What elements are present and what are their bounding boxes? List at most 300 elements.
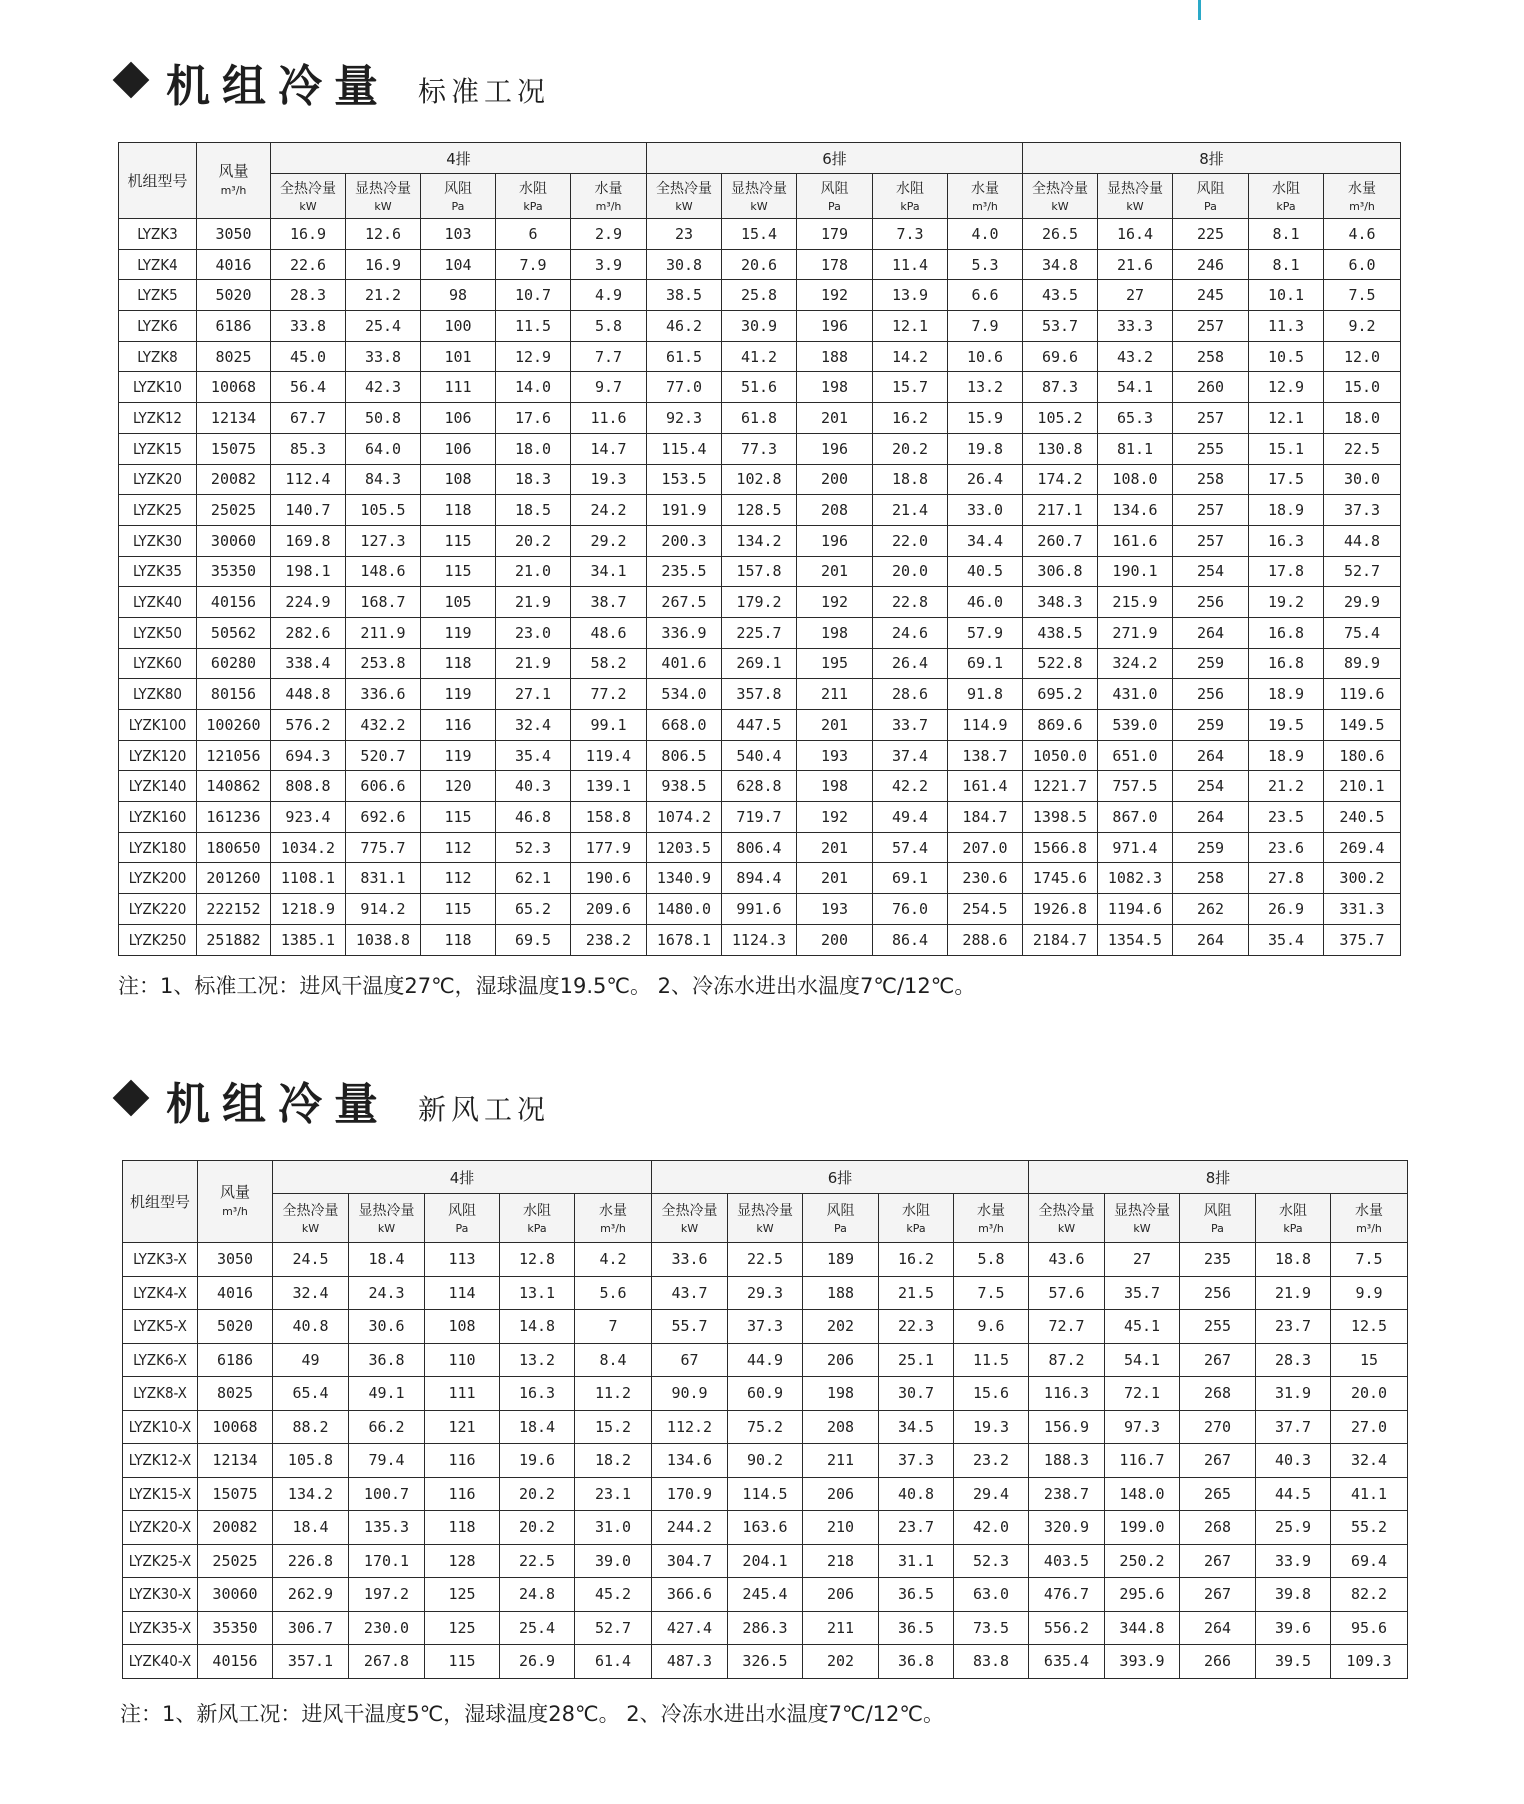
value-cell: 76.0 [873, 894, 948, 925]
value-cell: 9.7 [571, 372, 647, 403]
value-cell: 218 [803, 1544, 879, 1578]
section-title-sub: 标准工况 [418, 75, 551, 108]
value-cell: 39.0 [575, 1544, 652, 1578]
value-cell: 111 [425, 1377, 500, 1411]
header-column-unit: kW [1133, 1221, 1151, 1235]
model-cell: LYZK15-X [123, 1477, 198, 1511]
value-cell: 520.7 [346, 740, 421, 771]
value-cell: 201 [797, 403, 873, 434]
value-cell: 43.2 [1098, 341, 1173, 372]
value-cell: 23.7 [879, 1511, 954, 1545]
value-cell: 257 [1173, 525, 1249, 556]
value-cell: 10.1 [1249, 280, 1324, 311]
value-cell: 539.0 [1098, 710, 1173, 741]
value-cell: 11.3 [1249, 311, 1324, 342]
value-cell: 55.7 [652, 1310, 728, 1344]
value-cell: 73.5 [954, 1611, 1029, 1645]
value-cell: 23.1 [575, 1477, 652, 1511]
value-cell: 192 [797, 802, 873, 833]
value-cell: 245.4 [728, 1578, 803, 1612]
value-cell: 88.2 [273, 1410, 349, 1444]
value-cell: 148.6 [346, 556, 421, 587]
value-cell: 320.9 [1029, 1511, 1105, 1545]
header-group: 6排 [647, 143, 1023, 174]
value-cell: 102.8 [722, 464, 797, 495]
value-cell: 95.6 [1331, 1611, 1408, 1645]
value-cell: 938.5 [647, 771, 722, 802]
value-cell: 180.6 [1324, 740, 1401, 771]
value-cell: 26.9 [1249, 894, 1324, 925]
value-cell: 207.0 [948, 832, 1023, 863]
value-cell: 106 [421, 433, 496, 464]
value-cell: 256 [1173, 679, 1249, 710]
value-cell: 119.4 [571, 740, 647, 771]
value-cell: 17.8 [1249, 556, 1324, 587]
value-cell: 72.1 [1105, 1377, 1180, 1411]
value-cell: 22.5 [728, 1243, 803, 1277]
value-cell: 178 [797, 249, 873, 280]
value-cell: 108.0 [1098, 464, 1173, 495]
value-cell: 226.8 [273, 1544, 349, 1578]
value-cell: 21.9 [496, 587, 571, 618]
value-cell: 114.9 [948, 710, 1023, 741]
value-cell: 288.6 [948, 924, 1023, 955]
value-cell: 13.2 [948, 372, 1023, 403]
value-cell: 28.3 [271, 280, 346, 311]
value-cell: 31.0 [575, 1511, 652, 1545]
value-cell: 534.0 [647, 679, 722, 710]
value-cell: 179.2 [722, 587, 797, 618]
value-cell: 198.1 [271, 556, 346, 587]
header-column-unit: kPa [900, 199, 920, 213]
value-cell: 118 [421, 648, 496, 679]
model-cell: LYZK25 [119, 495, 197, 526]
value-cell: 4.9 [571, 280, 647, 311]
header-column [1324, 174, 1401, 219]
value-cell: 196 [797, 433, 873, 464]
value-cell: 202 [803, 1645, 879, 1679]
value-cell: 18.4 [349, 1243, 425, 1277]
value-cell: 16.2 [873, 403, 948, 434]
header-column-label: 显热冷量 [731, 180, 787, 197]
value-cell: 15075 [197, 433, 271, 464]
value-cell: 522.8 [1023, 648, 1098, 679]
value-cell: 32.4 [496, 710, 571, 741]
value-cell: 1480.0 [647, 894, 722, 925]
header-column-unit: m³/h [1349, 199, 1375, 213]
value-cell: 170.1 [349, 1544, 425, 1578]
value-cell: 29.9 [1324, 587, 1401, 618]
value-cell: 40156 [198, 1645, 273, 1679]
header-column-unit: m³/h [600, 1221, 626, 1235]
header-column [1098, 174, 1173, 219]
value-cell: 52.7 [575, 1611, 652, 1645]
header-column-unit: kW [299, 199, 317, 213]
value-cell: 282.6 [271, 617, 346, 648]
value-cell: 357.1 [273, 1645, 349, 1679]
value-cell: 9.2 [1324, 311, 1401, 342]
value-cell: 10.5 [1249, 341, 1324, 372]
header-group: 8排 [1023, 143, 1401, 174]
header-airflow [197, 143, 271, 219]
diamond-bullet-icon [113, 62, 150, 99]
value-cell: 46.8 [496, 802, 571, 833]
value-cell: 27.0 [1331, 1410, 1408, 1444]
value-cell: 447.5 [722, 710, 797, 741]
model-cell: LYZK5-X [123, 1310, 198, 1344]
value-cell: 267.5 [647, 587, 722, 618]
header-column [271, 174, 346, 219]
value-cell: 230.6 [948, 863, 1023, 894]
value-cell: 82.2 [1331, 1578, 1408, 1612]
value-cell: 211 [803, 1444, 879, 1478]
value-cell: 16.3 [500, 1377, 575, 1411]
header-column [1023, 174, 1098, 219]
value-cell: 40156 [197, 587, 271, 618]
header-airflow [198, 1161, 273, 1243]
value-cell: 20.2 [500, 1477, 575, 1511]
model-cell: LYZK30 [119, 525, 197, 556]
header-column-unit: kW [675, 199, 693, 213]
value-cell: 20082 [198, 1511, 273, 1545]
value-cell: 211 [797, 679, 873, 710]
value-cell: 18.5 [496, 495, 571, 526]
value-cell: 22.3 [879, 1310, 954, 1344]
value-cell: 135.3 [349, 1511, 425, 1545]
table-row [123, 1343, 1408, 1377]
value-cell: 238.7 [1029, 1477, 1105, 1511]
model-cell: LYZK180 [119, 832, 197, 863]
value-cell: 112 [421, 832, 496, 863]
value-cell: 128 [425, 1544, 500, 1578]
value-cell: 12.9 [1249, 372, 1324, 403]
model-cell: LYZK35-X [123, 1611, 198, 1645]
header-column-label: 全热冷量 [661, 1202, 718, 1219]
value-cell: 5.8 [571, 311, 647, 342]
value-cell: 35.7 [1105, 1276, 1180, 1310]
value-cell: 21.0 [496, 556, 571, 587]
value-cell: 116.3 [1029, 1377, 1105, 1411]
value-cell: 119 [421, 679, 496, 710]
value-cell: 692.6 [346, 802, 421, 833]
value-cell: 15.1 [1249, 433, 1324, 464]
value-cell: 100.7 [349, 1477, 425, 1511]
value-cell: 268 [1180, 1511, 1256, 1545]
value-cell: 134.2 [273, 1477, 349, 1511]
table-row [123, 1611, 1408, 1645]
header-group: 4排 [271, 143, 647, 174]
model-cell: LYZK4 [119, 249, 197, 280]
value-cell: 14.0 [496, 372, 571, 403]
header-column-label: 显热冷量 [737, 1202, 793, 1219]
value-cell: 1221.7 [1023, 771, 1098, 802]
value-cell: 19.3 [954, 1410, 1029, 1444]
model-cell: LYZK8-X [123, 1377, 198, 1411]
model-cell: LYZK200 [119, 863, 197, 894]
value-cell: 192 [797, 280, 873, 311]
value-cell: 198 [797, 372, 873, 403]
value-cell: 45.0 [271, 341, 346, 372]
model-cell: LYZK80 [119, 679, 197, 710]
value-cell: 11.5 [496, 311, 571, 342]
value-cell: 251882 [197, 924, 271, 955]
header-group: 4排 [273, 1161, 652, 1194]
value-cell: 719.7 [722, 802, 797, 833]
value-cell: 11.2 [575, 1377, 652, 1411]
value-cell: 206 [803, 1477, 879, 1511]
header-column [1029, 1194, 1105, 1243]
value-cell: 8025 [197, 341, 271, 372]
header-group: 8排 [1029, 1161, 1408, 1194]
value-cell: 295.6 [1105, 1578, 1180, 1612]
value-cell: 161236 [197, 802, 271, 833]
value-cell: 914.2 [346, 894, 421, 925]
value-cell: 255 [1180, 1310, 1256, 1344]
value-cell: 112 [421, 863, 496, 894]
value-cell: 54.1 [1105, 1343, 1180, 1377]
value-cell: 23.5 [1249, 802, 1324, 833]
header-column-unit: Pa [834, 1221, 847, 1235]
value-cell: 192 [797, 587, 873, 618]
table-row [119, 832, 1401, 863]
value-cell: 105.2 [1023, 403, 1098, 434]
header-column-label: 水量 [977, 1202, 1005, 1219]
value-cell: 13.9 [873, 280, 948, 311]
value-cell: 168.7 [346, 587, 421, 618]
value-cell: 37.3 [1324, 495, 1401, 526]
header-airflow-label: 风量 [219, 1182, 250, 1201]
value-cell: 23 [647, 219, 722, 250]
table-row [123, 1377, 1408, 1411]
header-column [1180, 1194, 1256, 1243]
value-cell: 118 [421, 495, 496, 526]
value-cell: 2184.7 [1023, 924, 1098, 955]
model-cell: LYZK35 [119, 556, 197, 587]
table-row [123, 1243, 1408, 1277]
value-cell: 66.2 [349, 1410, 425, 1444]
model-cell: LYZK60 [119, 648, 197, 679]
value-cell: 259 [1173, 832, 1249, 863]
value-cell: 7.7 [571, 341, 647, 372]
value-cell: 83.8 [954, 1645, 1029, 1679]
value-cell: 255 [1173, 433, 1249, 464]
value-cell: 201260 [197, 863, 271, 894]
value-cell: 105 [421, 587, 496, 618]
header-column-label: 风阻 [444, 180, 472, 197]
value-cell: 257 [1173, 311, 1249, 342]
value-cell: 12.1 [873, 311, 948, 342]
value-cell: 8.4 [575, 1343, 652, 1377]
value-cell: 25.4 [346, 311, 421, 342]
value-cell: 200 [797, 924, 873, 955]
value-cell: 10068 [197, 372, 271, 403]
value-cell: 65.4 [273, 1377, 349, 1411]
value-cell: 200 [797, 464, 873, 495]
value-cell: 116 [425, 1477, 500, 1511]
value-cell: 215.9 [1098, 587, 1173, 618]
header-column-label: 水阻 [902, 1202, 930, 1219]
value-cell: 180650 [197, 832, 271, 863]
value-cell: 8.1 [1249, 219, 1324, 250]
value-cell: 37.4 [873, 740, 948, 771]
value-cell: 9.6 [954, 1310, 1029, 1344]
value-cell: 867.0 [1098, 802, 1173, 833]
value-cell: 184.7 [948, 802, 1023, 833]
value-cell: 125 [425, 1611, 500, 1645]
model-cell: LYZK8 [119, 341, 197, 372]
table-row [123, 1310, 1408, 1344]
header-column [273, 1194, 349, 1243]
value-cell: 198 [803, 1377, 879, 1411]
model-cell: LYZK10 [119, 372, 197, 403]
table-row [123, 1477, 1408, 1511]
header-column-label: 显热冷量 [358, 1202, 415, 1219]
value-cell: 246 [1173, 249, 1249, 280]
value-cell: 7.3 [873, 219, 948, 250]
value-cell: 41.2 [722, 341, 797, 372]
value-cell: 4016 [198, 1276, 273, 1310]
value-cell: 37.7 [1256, 1410, 1331, 1444]
value-cell: 140.7 [271, 495, 346, 526]
value-cell: 808.8 [271, 771, 346, 802]
value-cell: 33.9 [1256, 1544, 1331, 1578]
section-title-sub: 新风工况 [418, 1093, 551, 1126]
value-cell: 62.1 [496, 863, 571, 894]
value-cell: 5.8 [954, 1243, 1029, 1277]
value-cell: 12.6 [346, 219, 421, 250]
value-cell: 16.8 [1249, 617, 1324, 648]
header-column [500, 1194, 575, 1243]
value-cell: 189 [803, 1243, 879, 1277]
value-cell: 157.8 [722, 556, 797, 587]
table-row [119, 495, 1401, 526]
value-cell: 1398.5 [1023, 802, 1098, 833]
value-cell: 7.5 [1324, 280, 1401, 311]
value-cell: 125 [425, 1578, 500, 1612]
value-cell: 60280 [197, 648, 271, 679]
value-cell: 40.3 [496, 771, 571, 802]
value-cell: 28.3 [1256, 1343, 1331, 1377]
header-column [647, 174, 722, 219]
model-cell: LYZK40-X [123, 1645, 198, 1679]
value-cell: 11.6 [571, 403, 647, 434]
value-cell: 694.3 [271, 740, 346, 771]
value-cell: 75.4 [1324, 617, 1401, 648]
value-cell: 1050.0 [1023, 740, 1098, 771]
header-column [1173, 174, 1249, 219]
value-cell: 116.7 [1105, 1444, 1180, 1478]
table-row [119, 679, 1401, 710]
value-cell: 92.3 [647, 403, 722, 434]
value-cell: 115 [421, 894, 496, 925]
value-cell: 114 [425, 1276, 500, 1310]
value-cell: 149.5 [1324, 710, 1401, 741]
value-cell: 34.4 [948, 525, 1023, 556]
value-cell: 208 [797, 495, 873, 526]
value-cell: 81.1 [1098, 433, 1173, 464]
header-column [425, 1194, 500, 1243]
value-cell: 270 [1180, 1410, 1256, 1444]
value-cell: 161.4 [948, 771, 1023, 802]
value-cell: 35350 [197, 556, 271, 587]
value-cell: 191.9 [647, 495, 722, 526]
value-cell: 344.8 [1105, 1611, 1180, 1645]
value-cell: 260.7 [1023, 525, 1098, 556]
section-title-standard [118, 50, 550, 114]
value-cell: 44.8 [1324, 525, 1401, 556]
value-cell: 6 [496, 219, 571, 250]
value-cell: 85.3 [271, 433, 346, 464]
table-row [119, 740, 1401, 771]
value-cell: 23.0 [496, 617, 571, 648]
value-cell: 103 [421, 219, 496, 250]
table-row [119, 863, 1401, 894]
section-title-main: 机组冷量 [166, 61, 390, 112]
value-cell: 170.9 [652, 1477, 728, 1511]
value-cell: 1074.2 [647, 802, 722, 833]
value-cell: 84.3 [346, 464, 421, 495]
header-column-unit: Pa [1211, 1221, 1224, 1235]
header-column-label: 全热冷量 [656, 180, 712, 197]
value-cell: 7 [575, 1310, 652, 1344]
value-cell: 1194.6 [1098, 894, 1173, 925]
value-cell: 32.4 [1331, 1444, 1408, 1478]
value-cell: 89.9 [1324, 648, 1401, 679]
model-cell: LYZK50 [119, 617, 197, 648]
value-cell: 12134 [197, 403, 271, 434]
value-cell: 30.7 [879, 1377, 954, 1411]
value-cell: 324.2 [1098, 648, 1173, 679]
value-cell: 4.2 [575, 1243, 652, 1277]
table-row [119, 556, 1401, 587]
value-cell: 37.3 [728, 1310, 803, 1344]
value-cell: 6186 [198, 1343, 273, 1377]
value-cell: 432.2 [346, 710, 421, 741]
value-cell: 118 [421, 924, 496, 955]
value-cell: 44.5 [1256, 1477, 1331, 1511]
value-cell: 49.4 [873, 802, 948, 833]
value-cell: 1385.1 [271, 924, 346, 955]
value-cell: 286.3 [728, 1611, 803, 1645]
value-cell: 87.2 [1029, 1343, 1105, 1377]
value-cell: 10068 [198, 1410, 273, 1444]
value-cell: 13.2 [500, 1343, 575, 1377]
value-cell: 55.2 [1331, 1511, 1408, 1545]
value-cell: 262.9 [273, 1578, 349, 1612]
value-cell: 476.7 [1029, 1578, 1105, 1612]
value-cell: 403.5 [1029, 1544, 1105, 1578]
value-cell: 67 [652, 1343, 728, 1377]
value-cell: 331.3 [1324, 894, 1401, 925]
value-cell: 991.6 [722, 894, 797, 925]
value-cell: 190.6 [571, 863, 647, 894]
value-cell: 105.8 [273, 1444, 349, 1478]
value-cell: 266 [1180, 1645, 1256, 1679]
value-cell: 204.1 [728, 1544, 803, 1578]
header-column [421, 174, 496, 219]
value-cell: 100 [421, 311, 496, 342]
value-cell: 4.6 [1324, 219, 1401, 250]
value-cell: 806.4 [722, 832, 797, 863]
value-cell: 18.9 [1249, 679, 1324, 710]
value-cell: 19.2 [1249, 587, 1324, 618]
value-cell: 36.5 [879, 1578, 954, 1612]
value-cell: 18.0 [1324, 403, 1401, 434]
value-cell: 6186 [197, 311, 271, 342]
value-cell: 576.2 [271, 710, 346, 741]
value-cell: 99.1 [571, 710, 647, 741]
value-cell: 260 [1173, 372, 1249, 403]
